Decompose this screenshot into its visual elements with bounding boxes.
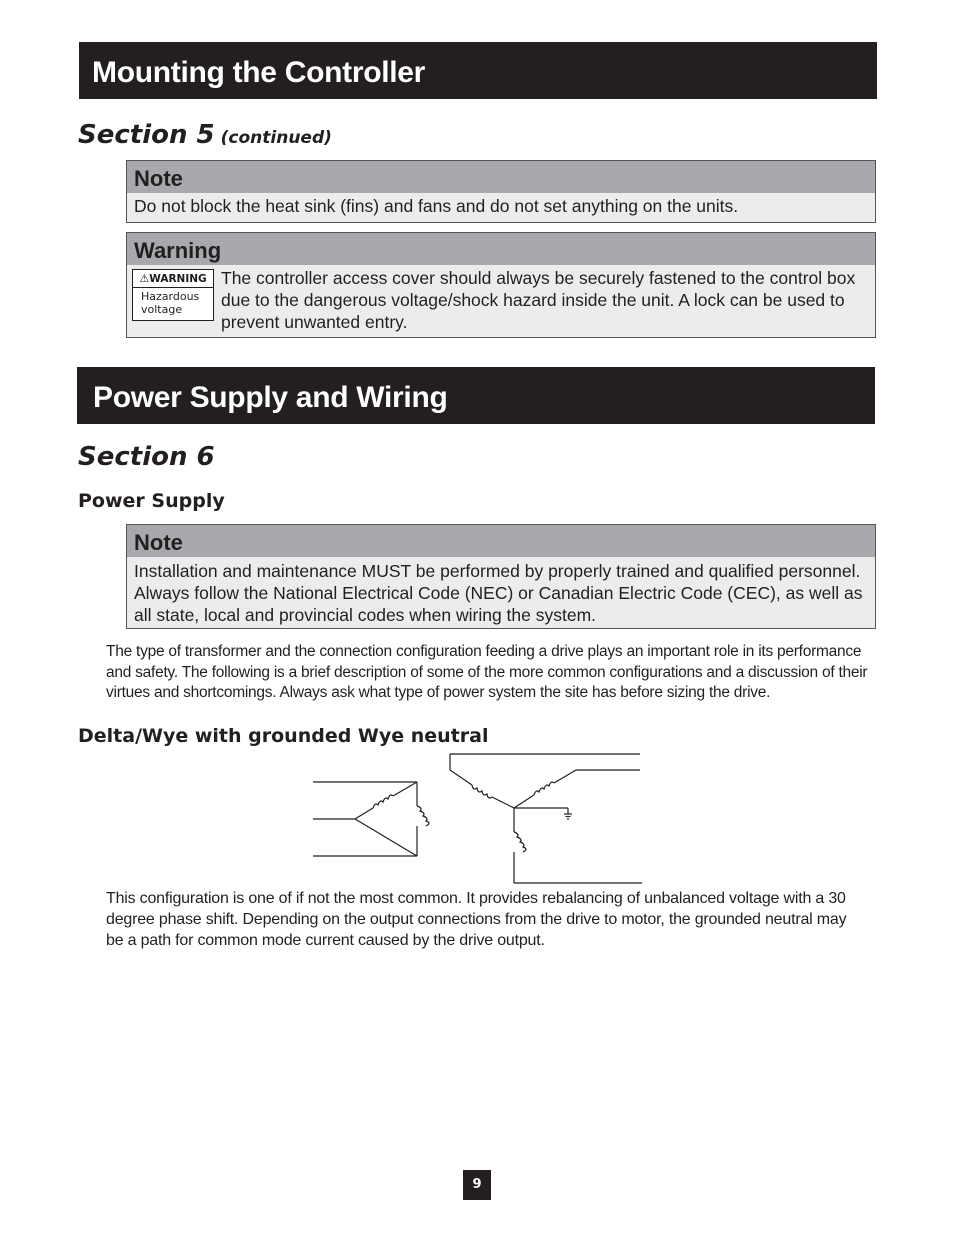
note-text: Do not block the heat sink (fins) and fans and do not set anything on the units. xyxy=(134,196,739,216)
warning-triangle-icon: ⚠ xyxy=(139,272,150,285)
intro-paragraph: The type of transformer and the connection configuration feeding a drive plays an important role in its performance and safety. The following is a brief description of some of the more common configurations and a discussion of their virtues and shortcomings. Always ask what type of power system the site has before sizing the drive. xyxy=(106,643,868,701)
note-text: Installation and maintenance MUST be performed by properly trained and qualified personnel. Always follow the National Electrical Code (NEC) or Canadian Electric Code (CEC), as well as all state, local and provincial codes when wiring the system. xyxy=(134,561,863,625)
warning-box xyxy=(126,232,876,338)
delta-wye-transformer-diagram xyxy=(300,748,650,888)
power-supply-heading: Power Supply xyxy=(78,490,225,512)
section-5-continued: (continued) xyxy=(220,128,332,148)
warning-text: The controller access cover should always be securely fastened to the control box due to the dangerous voltage/shock hazard inside the unit. A lock can be used to prevent unwanted entry. xyxy=(221,268,856,332)
mounting-banner xyxy=(79,42,877,99)
note-box-heat-sink xyxy=(126,160,876,223)
power-banner xyxy=(77,367,875,424)
mounting-banner-title: Mounting the Controller xyxy=(92,56,426,89)
power-banner-title: Power Supply and Wiring xyxy=(93,381,448,414)
delta-wye-paragraph: This configuration is one of if not the most common. It provides rebalancing of unbalanced voltage with a 30 degree phase shift. Depending on the output connections from the drive to motor, the grounded neutral may be a path for common mode current caused by the drive output. xyxy=(106,890,847,949)
note-heading: Note xyxy=(127,161,875,193)
warning-heading: Warning xyxy=(127,233,875,265)
section-5-label: Section 5 xyxy=(78,120,215,150)
section-5-title xyxy=(78,120,332,150)
section-6-title: Section 6 xyxy=(78,442,215,472)
page-number: 9 xyxy=(463,1170,491,1200)
note-box-installation xyxy=(126,524,876,629)
hazardous-voltage-text: Hazardous voltage xyxy=(141,290,200,316)
note-heading: Note xyxy=(127,525,875,557)
hazard-warning-label xyxy=(132,269,214,321)
warning-badge-label: WARNING xyxy=(149,273,207,285)
delta-wye-heading: Delta/Wye with grounded Wye neutral xyxy=(78,725,489,747)
